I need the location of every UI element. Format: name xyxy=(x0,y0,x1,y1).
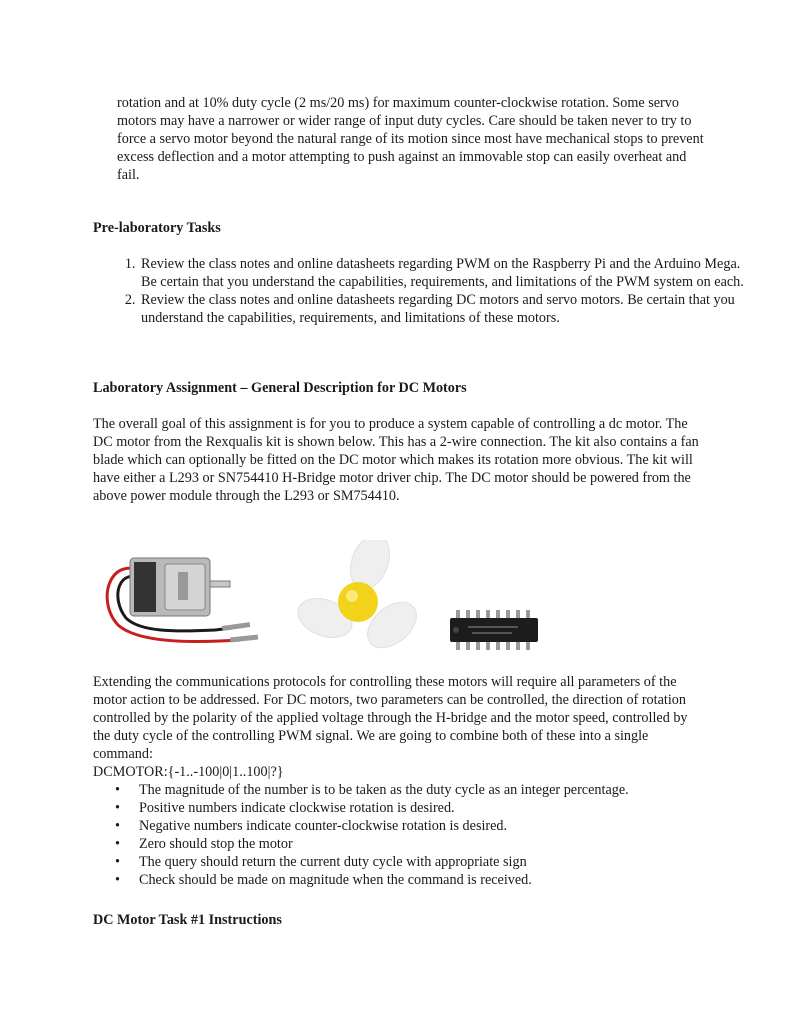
rule-item-3: • Negative numbers indicate counter-clockwise rotation is desired. xyxy=(139,817,751,835)
task1-heading: DC Motor Task #1 Instructions xyxy=(93,912,282,928)
rule-item-4: • Zero should stop the motor xyxy=(139,835,751,853)
rule-item-5: • The query should return the current duty cycle with appropriate sign xyxy=(139,853,751,871)
rule-item-6: • Check should be made on magnitude when the command is received. xyxy=(139,871,751,889)
rule-item-2: • Positive numbers indicate clockwise rotation is desired. xyxy=(139,799,751,817)
prelab-item-1: 1. Review the class notes and online datasheets regarding PWM on the Raspberry Pi and the Arduino Mega. Be certain that you understand the capabilities, requirements, and limitations of the PWM system on each. xyxy=(139,255,751,291)
components-figure xyxy=(0,540,791,655)
lab-assignment-paragraph: The overall goal of this assignment is for you to produce a system capable of controlling a dc motor. The DC motor from the Rexqualis kit is shown below. This has a 2-wire connection. The kit also contains a fan blade which can optionally be fitted on the DC motor which makes its rotation more obvious. The kit will have either a L293 or SN754410 H-Bridge motor driver chip. The DC motor should be powered from the above power module through the L293 or SM754410. xyxy=(93,416,699,504)
dc-motor-image xyxy=(107,558,258,642)
intro-paragraph: rotation and at 10% duty cycle (2 ms/20 ms) for maximum counter-clockwise rotation. Some servo motors may have a narrower or wider range of input duty cycles. Care should be taken never to try to force a servo motor beyond the natural range of its motion since most have mechanical stops to prevent excess deflection and a motor attempting to push against an immovable stop can easily overheat and fail. xyxy=(117,95,704,183)
rule-item-1: • The magnitude of the number is to be taken as the duty cycle as an integer percentage. xyxy=(139,781,751,799)
prelab-item-2: 2. Review the class notes and online datasheets regarding DC motors and servo motors. Be certain that you understand the capabilities, requirements, and limitations of these motors. xyxy=(139,291,751,327)
lab-assignment-heading: Laboratory Assignment – General Description for DC Motors xyxy=(93,380,467,396)
protocol-paragraph: Extending the communications protocols for controlling these motors will require all parameters of the motor action to be addressed. For DC motors, two parameters can be controlled, the direction of rotation controlled by the polarity of the applied voltage through the H-bridge and the motor speed, controlled by the duty cycle of the controlling PWM signal. We are going to combine both of these into a single command: xyxy=(93,674,688,762)
prelab-list xyxy=(93,255,751,327)
command-syntax: DCMOTOR:{-1..-100|0|1..100|?} xyxy=(93,764,284,780)
command-rules-list xyxy=(93,781,751,889)
fan-blade-image xyxy=(293,540,425,655)
prelab-heading: Pre-laboratory Tasks xyxy=(93,220,221,236)
h-bridge-chip-image xyxy=(450,610,538,650)
